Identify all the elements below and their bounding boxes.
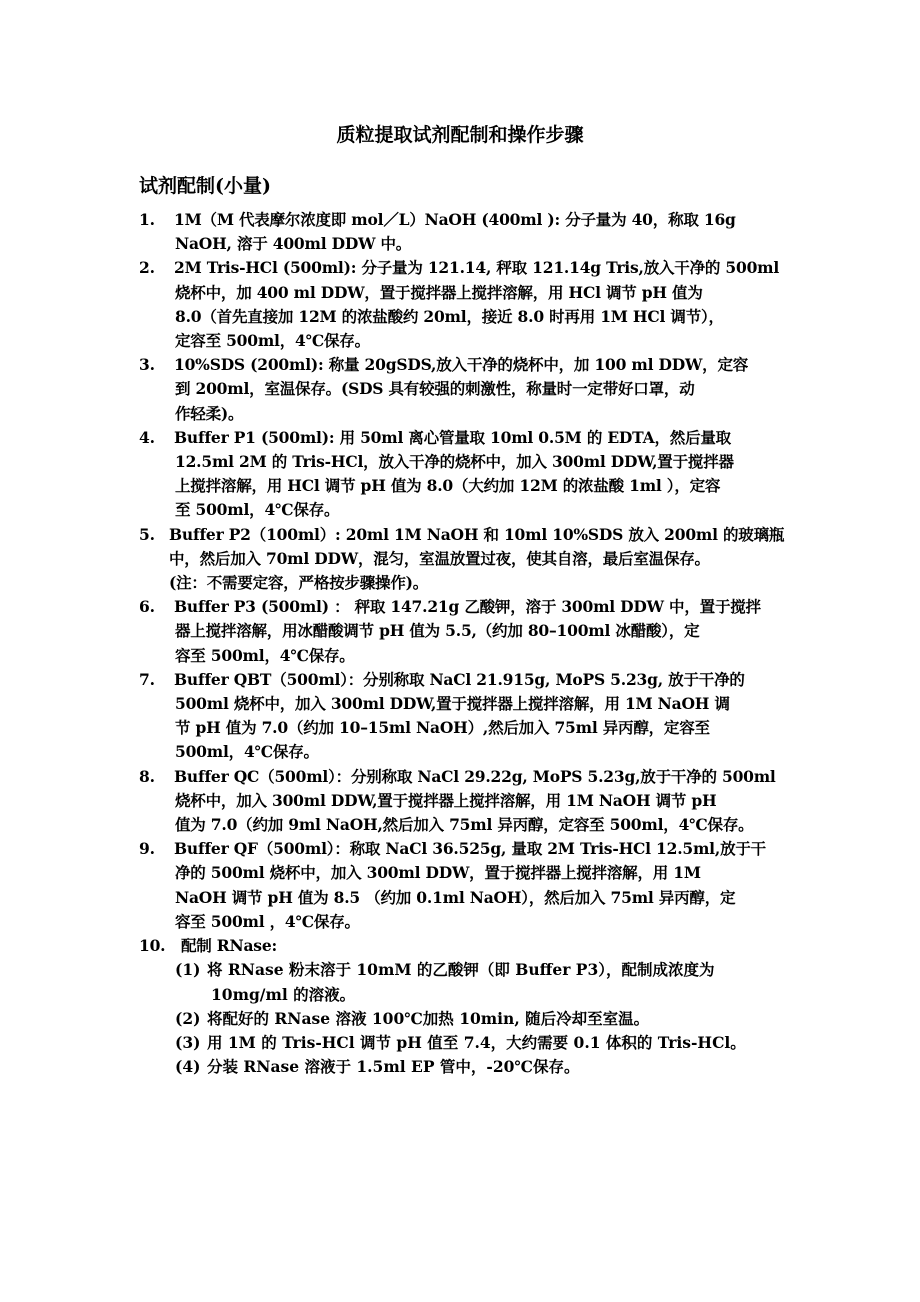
page-title: 质粒提取试剂配制和操作步骤	[336, 124, 584, 146]
list-item-line: 容至 500ml，4℃保存。	[175, 645, 355, 665]
list-item-number: 6.	[139, 597, 155, 617]
list-item-line: 12.5ml 2M 的 Tris-HCl，放入干净的烧杯中，加入 300ml DDW,置于搅拌器	[175, 452, 734, 472]
list-item-number: 9.	[139, 839, 155, 859]
list-item-line: Buffer QF（500ml）：称取 NaCl 36.525g, 量取 2M Tris-HCl 12.5ml,放于干	[174, 839, 766, 859]
list-item-line: 到 200ml，室温保存。(SDS 具有较强的刺激性，称量时一定带好口罩，动	[175, 379, 695, 399]
list-item-line: 1M（M 代表摩尔浓度即 mol／L）NaOH (400ml ): 分子量为 40，称取 16g	[174, 210, 736, 229]
list-item-line: 500ml，4℃保存。	[175, 742, 319, 762]
list-item-line: Buffer P2（100ml）: 20ml 1M NaOH 和 10ml 10%SDS 放入 200ml 的玻璃瓶	[169, 524, 785, 544]
sub-list-item-line: 将 RNase 粉末溶于 10mM 的乙酸钾（即 Buffer P3），配制成浓度为	[207, 960, 715, 980]
list-item	[139, 426, 799, 523]
list-item-line: 配制 RNase:	[181, 936, 277, 956]
list-item	[139, 837, 799, 934]
list-item-line: Buffer P3 (500ml) ： 秤取 147.21g 乙酸钾，溶于 300ml DDW 中，置于搅拌	[174, 597, 761, 617]
reagent-list	[139, 208, 799, 1079]
sub-list-item-line: 10mg/ml 的溶液。	[211, 984, 356, 1004]
list-item-number: 1.	[139, 210, 155, 229]
list-item-number: 3.	[139, 355, 155, 375]
sub-list-item-number: (3)	[175, 1032, 201, 1052]
sub-list-item-line: 分装 RNase 溶液于 1.5ml EP 管中，-20℃保存。	[207, 1057, 580, 1077]
list-item-line: 中，然后加入 70ml DDW，混匀，室温放置过夜，使其自溶，最后室温保存。	[169, 548, 710, 568]
list-item-line: Buffer P1 (500ml): 用 50ml 离心管量取 10ml 0.5M 的 EDTA，然后量取	[174, 427, 731, 447]
sub-list-item-number: (4)	[175, 1057, 201, 1077]
sub-list-item	[139, 1031, 799, 1055]
list-item-line: 值为 7.0（约加 9ml NaOH,然后加入 75ml 异丙醇，定容至 500ml，4℃保存。	[175, 815, 754, 835]
sub-list-item	[139, 958, 799, 1006]
list-item	[139, 668, 799, 765]
list-item-number: 7.	[139, 669, 155, 689]
list-item-line: NaOH, 溶于 400ml DDW 中。	[175, 234, 412, 254]
list-item-number: 8.	[139, 766, 155, 786]
list-item-line: 2M Tris-HCl (500ml): 分子量为 121.14, 秤取 121.14g Tris,放入干净的 500ml	[174, 258, 780, 278]
sub-list-item-number: (1)	[175, 960, 201, 980]
list-item-line: 器上搅拌溶解，用冰醋酸调节 pH 值为 5.5,（约加 80–100ml 冰醋酸），定	[175, 621, 700, 641]
list-item	[139, 523, 799, 596]
list-item	[139, 353, 799, 426]
list-item-line: 10%SDS (200ml): 称量 20gSDS,放入干净的烧杯中，加 100 ml DDW，定容	[174, 355, 749, 375]
list-item	[139, 595, 799, 668]
list-item-line: 至 500ml，4℃保存。	[175, 500, 340, 520]
list-item	[139, 208, 799, 256]
sub-list-item	[139, 1007, 799, 1031]
section-heading: 试剂配制(小量)	[139, 175, 271, 197]
list-item	[139, 934, 799, 958]
list-item-line: 作轻柔)。	[175, 403, 244, 423]
list-item	[139, 765, 799, 838]
sub-list-item-number: (2)	[175, 1008, 201, 1028]
list-item-line: 500ml 烧杯中，加入 300ml DDW,置于搅拌器上搅拌溶解，用 1M NaOH 调	[175, 694, 730, 714]
sub-list-item-line: 将配好的 RNase 溶液 100℃加热 10min, 随后冷却至室温。	[207, 1008, 650, 1028]
list-item-line: Buffer QBT（500ml）：分别称取 NaCl 21.915g, MoPS 5.23g, 放于干净的	[174, 669, 745, 689]
list-item-line: 定容至 500ml，4℃保存。	[175, 331, 370, 351]
list-item-line: 8.0（首先直接加 12M 的浓盐酸约 20ml，接近 8.0 时再用 1M HCl 调节），	[175, 306, 724, 326]
list-item-line: NaOH 调节 pH 值为 8.5 （约加 0.1ml NaOH），然后加入 75ml 异丙醇，定	[175, 887, 736, 907]
list-item-line: Buffer QC（500ml）：分别称取 NaCl 29.22g, MoPS 5.23g,放于干净的 500ml	[174, 766, 776, 786]
list-item-line: 净的 500ml 烧杯中，加入 300ml DDW，置于搅拌器上搅拌溶解，用 1M	[175, 863, 701, 883]
list-item-line: 节 pH 值为 7.0（约加 10–15ml NaOH）,然后加入 75ml 异丙醇，定容至	[175, 718, 710, 738]
list-item-number: 2.	[139, 258, 155, 278]
list-item-number: 4.	[139, 427, 155, 447]
list-item-line: 烧杯中，加 400 ml DDW，置于搅拌器上搅拌溶解，用 HCl 调节 pH 值为	[175, 282, 703, 302]
sub-list-item-line: 用 1M 的 Tris-HCl 调节 pH 值至 7.4，大约需要 0.1 体积的 Tris-HCl。	[207, 1032, 746, 1052]
list-item	[139, 256, 799, 353]
list-item-line: (注：不需要定容，严格按步骤操作)。	[169, 573, 429, 593]
list-item-line: 上搅拌溶解，用 HCl 调节 pH 值为 8.0（大约加 12M 的浓盐酸 1ml ），定容	[175, 476, 721, 496]
list-item-line: 烧杯中，加入 300ml DDW,置于搅拌器上搅拌溶解，用 1M NaOH 调节 pH	[175, 790, 717, 810]
list-item-number: 10.	[139, 936, 166, 956]
sub-list-item	[139, 1055, 799, 1079]
list-item-line: 容至 500ml ，4℃保存。	[175, 911, 360, 931]
list-item-number: 5.	[139, 524, 155, 544]
